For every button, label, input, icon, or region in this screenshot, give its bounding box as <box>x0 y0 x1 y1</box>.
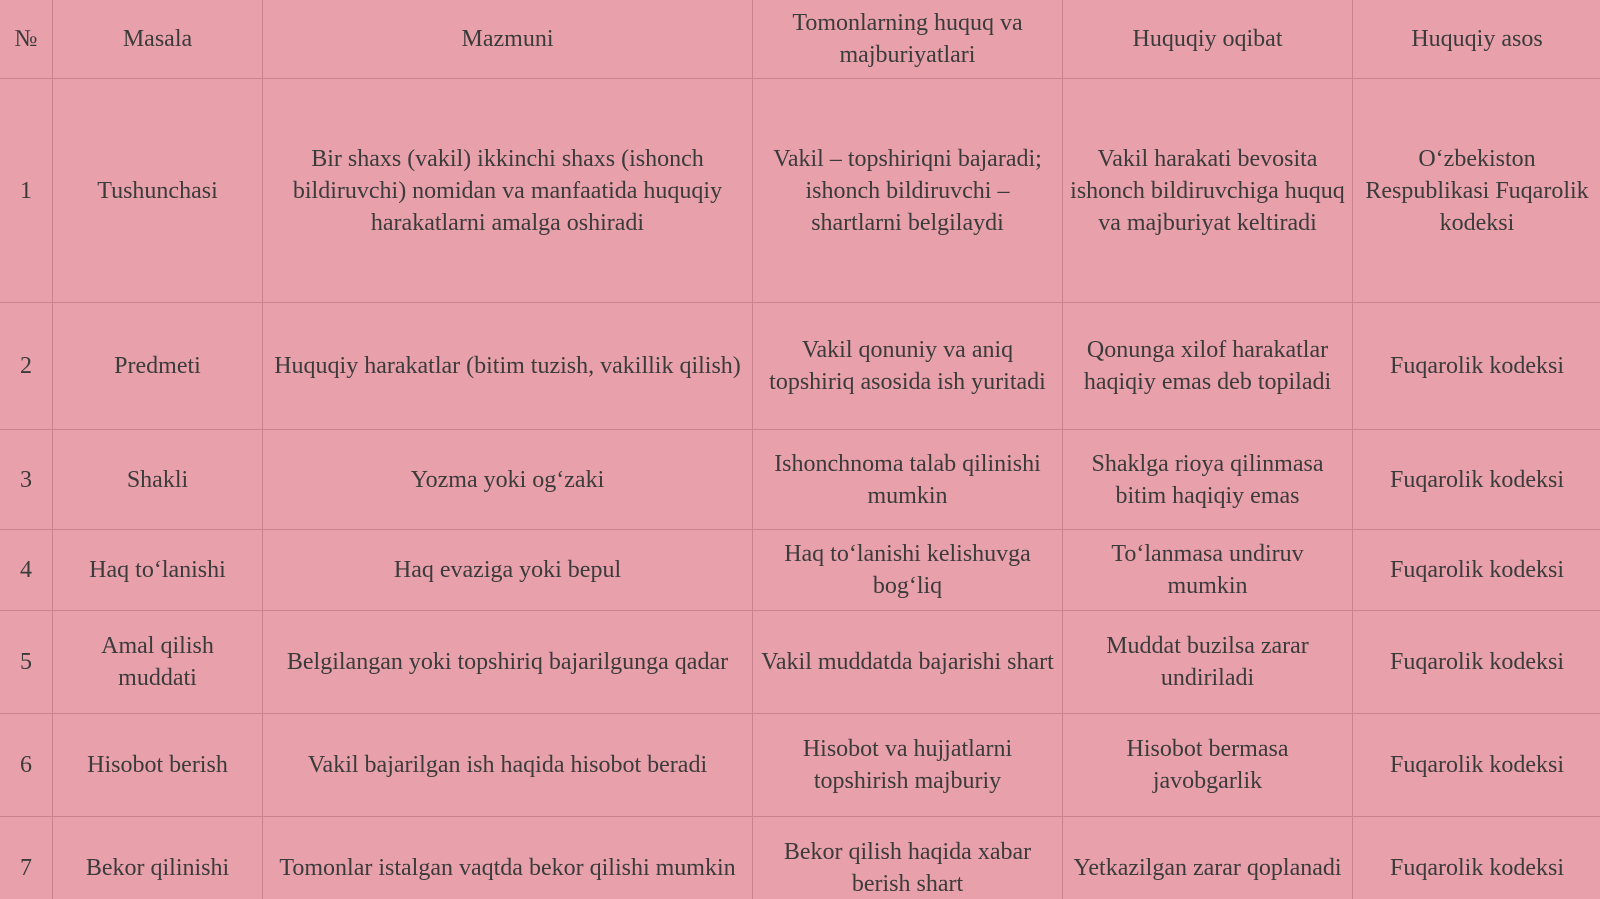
content-cell: Huquqiy harakatlar (bitim tuzish, vakillik qilish) <box>263 303 753 430</box>
header-basis: Huquqiy asos <box>1353 0 1600 79</box>
header-rights: Tomonlarning huquq va majburiyatlari <box>753 0 1063 79</box>
rights-cell: Haq to‘lanishi kelishuvga bog‘liq <box>753 530 1063 611</box>
content-cell: Yozma yoki og‘zaki <box>263 430 753 530</box>
row-number: 1 <box>0 79 53 303</box>
rights-cell: Hisobot va hujjatlarni topshirish majburiy <box>753 714 1063 817</box>
table-row <box>0 430 1600 530</box>
issue-cell: Tushunchasi <box>53 79 263 303</box>
effect-cell: Muddat buzilsa zarar undiriladi <box>1063 611 1353 714</box>
basis-cell: Fuqarolik kodeksi <box>1353 303 1600 430</box>
row-number: 2 <box>0 303 53 430</box>
basis-cell: Fuqarolik kodeksi <box>1353 611 1600 714</box>
rights-cell: Ishonchnoma talab qilinishi mumkin <box>753 430 1063 530</box>
row-number: 6 <box>0 714 53 817</box>
row-number: 4 <box>0 530 53 611</box>
row-number: 5 <box>0 611 53 714</box>
basis-cell: O‘zbekiston Respublikasi Fuqarolik kodeksi <box>1353 79 1600 303</box>
effect-cell: Hisobot bermasa javobgarlik <box>1063 714 1353 817</box>
issue-cell: Haq to‘lanishi <box>53 530 263 611</box>
content-cell: Vakil bajarilgan ish haqida hisobot beradi <box>263 714 753 817</box>
table-header <box>0 0 1600 79</box>
basis-cell: Fuqarolik kodeksi <box>1353 714 1600 817</box>
issue-cell: Predmeti <box>53 303 263 430</box>
effect-cell: Yetkazilgan zarar qoplanadi <box>1063 817 1353 899</box>
issue-cell: Amal qilish muddati <box>53 611 263 714</box>
table-body <box>0 79 1600 899</box>
table-row <box>0 611 1600 714</box>
basis-cell: Fuqarolik kodeksi <box>1353 817 1600 899</box>
header-row <box>0 0 1600 79</box>
effect-cell: Vakil harakati bevosita ishonch bildiruvchiga huquq va majburiyat keltiradi <box>1063 79 1353 303</box>
basis-cell: Fuqarolik kodeksi <box>1353 530 1600 611</box>
content-cell: Tomonlar istalgan vaqtda bekor qilishi mumkin <box>263 817 753 899</box>
table-row <box>0 303 1600 430</box>
row-number: 3 <box>0 430 53 530</box>
effect-cell: Shaklga rioya qilinmasa bitim haqiqiy emas <box>1063 430 1353 530</box>
row-number: 7 <box>0 817 53 899</box>
issue-cell: Hisobot berish <box>53 714 263 817</box>
table-row <box>0 714 1600 817</box>
table-row <box>0 530 1600 611</box>
rights-cell: Bekor qilish haqida xabar berish shart <box>753 817 1063 899</box>
effect-cell: To‘lanmasa undiruv mumkin <box>1063 530 1353 611</box>
effect-cell: Qonunga xilof harakatlar haqiqiy emas deb topiladi <box>1063 303 1353 430</box>
basis-cell: Fuqarolik kodeksi <box>1353 430 1600 530</box>
rights-cell: Vakil qonuniy va aniq topshiriq asosida ish yuritadi <box>753 303 1063 430</box>
issue-cell: Shakli <box>53 430 263 530</box>
header-content: Mazmuni <box>263 0 753 79</box>
table-row <box>0 817 1600 899</box>
rights-cell: Vakil – topshiriqni bajaradi; ishonch bildiruvchi – shartlarni belgilaydi <box>753 79 1063 303</box>
header-effect: Huquqiy oqibat <box>1063 0 1353 79</box>
content-cell: Belgilangan yoki topshiriq bajarilgunga qadar <box>263 611 753 714</box>
content-cell: Bir shaxs (vakil) ikkinchi shaxs (ishonch bildiruvchi) nomidan va manfaatida huquqiy harakatlarni amalga oshiradi <box>263 79 753 303</box>
header-issue: Masala <box>53 0 263 79</box>
table-row <box>0 79 1600 303</box>
content-cell: Haq evaziga yoki bepul <box>263 530 753 611</box>
issue-cell: Bekor qilinishi <box>53 817 263 899</box>
rights-cell: Vakil muddatda bajarishi shart <box>753 611 1063 714</box>
header-number: № <box>0 0 53 79</box>
